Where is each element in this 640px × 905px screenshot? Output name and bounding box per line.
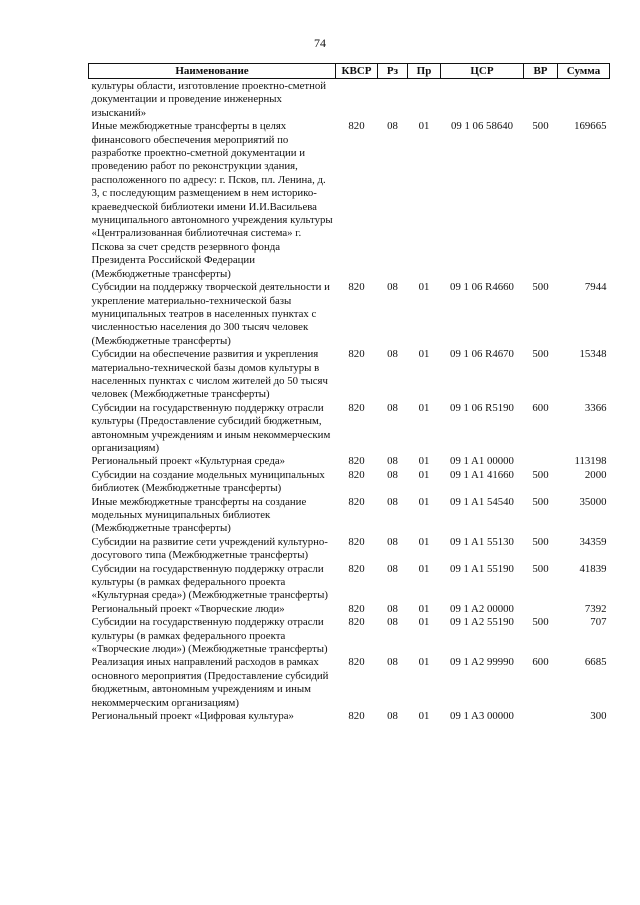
header-kvsr: КВСР xyxy=(336,64,378,79)
budget-table xyxy=(88,63,610,724)
cell-vr: 500 xyxy=(532,348,549,361)
cell-kvsr: 820 xyxy=(348,495,365,508)
cell-kvsr: 820 xyxy=(348,120,365,133)
cell-name: Региональный проект «Культурная среда» xyxy=(91,455,286,468)
cell-sum: 113198 xyxy=(574,455,607,468)
table-row xyxy=(89,402,610,456)
header-vr: ВР xyxy=(524,64,558,79)
header-pr: Пр xyxy=(408,64,441,79)
cell-pr: 01 xyxy=(418,535,430,548)
cell-pr: 01 xyxy=(418,455,430,468)
cell-csr xyxy=(441,79,524,121)
cell-rz: 08 xyxy=(387,616,398,629)
cell-vr: 500 xyxy=(532,468,549,481)
cell-csr: 09 1 A2 55190 xyxy=(450,616,514,629)
cell-vr xyxy=(524,603,558,616)
cell-vr: 500 xyxy=(532,281,549,294)
cell-pr: 01 xyxy=(418,120,430,133)
cell-vr xyxy=(524,79,558,121)
cell-pr: 01 xyxy=(418,562,430,575)
cell-pr: 01 xyxy=(418,602,430,615)
header-csr: ЦСР xyxy=(441,64,524,79)
cell-csr: 09 1 06 R4670 xyxy=(450,348,514,361)
table-row xyxy=(89,563,610,603)
cell-rz: 08 xyxy=(387,401,398,414)
cell-kvsr: 820 xyxy=(348,348,365,361)
cell-name: Субсидии на государственную поддержку отрасли культуры (Предоставление субсидий бюджетным, автономным учреждениям и иным некоммерческим организациям) xyxy=(91,401,331,454)
cell-kvsr xyxy=(336,79,378,121)
cell-name: Иные межбюджетные трансферты в целях финансового обеспечения мероприятий по разработке проектно-сметной документации и проведению работ по реконструкции здания, расположенного по адресу: г. Псков, пл. Ленина, д. 3, с последующим размещением в нем историко-краеведческой библиотеки имени И.И.Васильева муниципального автономного учреждения культуры «Централизованная библиотечная система» г. Пскова за счет средств резервного фонда Президента Российской Федерации (Межбюджетные трансферты) xyxy=(91,120,333,280)
cell-sum: 41839 xyxy=(579,562,607,575)
cell-vr: 500 xyxy=(532,562,549,575)
header-rz: Рз xyxy=(378,64,408,79)
cell-rz: 08 xyxy=(387,535,398,548)
cell-csr: 09 1 A1 41660 xyxy=(450,468,514,481)
cell-sum: 7944 xyxy=(584,281,607,294)
cell-csr: 09 1 06 R5190 xyxy=(450,401,514,414)
cell-name: Субсидии на поддержку творческой деятельности и укрепление материально-технической базы муниципальных театров в населенных пунктах с численностью населения до 300 тысяч человек (Межбюджетные трансферты) xyxy=(91,281,330,347)
cell-vr: 600 xyxy=(532,656,549,669)
cell-sum: 35000 xyxy=(579,495,607,508)
table-row xyxy=(89,281,610,348)
page-number: 74 xyxy=(314,36,326,50)
cell-rz: 08 xyxy=(387,602,398,615)
cell-pr xyxy=(408,79,441,121)
cell-pr: 01 xyxy=(418,468,430,481)
cell-rz: 08 xyxy=(387,710,398,723)
cell-rz xyxy=(378,79,408,121)
cell-sum: 707 xyxy=(590,616,607,629)
cell-sum: 169665 xyxy=(574,120,607,133)
cell-rz: 08 xyxy=(387,348,398,361)
cell-pr: 01 xyxy=(418,710,430,723)
cell-sum: 34359 xyxy=(579,535,607,548)
cell-vr: 500 xyxy=(532,616,549,629)
cell-pr: 01 xyxy=(418,401,430,414)
cell-name: Субсидии на развитие сети учреждений культурно-досугового типа (Межбюджетные трансферты) xyxy=(91,535,328,562)
table-body xyxy=(89,79,610,724)
cell-name: Субсидии на государственную поддержку отрасли культуры (в рамках федерального проекта «Творческие люди») (Межбюджетные трансферты) xyxy=(91,616,328,656)
table-row xyxy=(89,536,610,563)
cell-pr: 01 xyxy=(418,656,430,669)
cell-vr: 500 xyxy=(532,495,549,508)
cell-csr: 09 1 A1 00000 xyxy=(450,455,514,468)
cell-kvsr: 820 xyxy=(348,401,365,414)
cell-vr: 500 xyxy=(532,535,549,548)
cell-rz: 08 xyxy=(387,455,398,468)
cell-sum: 6685 xyxy=(584,656,607,669)
table-row xyxy=(89,496,610,536)
cell-kvsr: 820 xyxy=(348,455,365,468)
cell-csr: 09 1 A1 55130 xyxy=(450,535,514,548)
cell-name: Региональный проект «Творческие люди» xyxy=(91,602,285,615)
cell-pr: 01 xyxy=(418,616,430,629)
cell-rz: 08 xyxy=(387,281,398,294)
table-row xyxy=(89,616,610,656)
cell-rz: 08 xyxy=(387,120,398,133)
cell-kvsr: 820 xyxy=(348,656,365,669)
cell-kvsr: 820 xyxy=(348,281,365,294)
cell-sum: 300 xyxy=(590,710,607,723)
cell-csr: 09 1 A2 99990 xyxy=(450,656,514,669)
cell-pr: 01 xyxy=(418,495,430,508)
cell-vr: 600 xyxy=(532,401,549,414)
cell-rz: 08 xyxy=(387,495,398,508)
cell-kvsr: 820 xyxy=(348,710,365,723)
cell-sum: 3366 xyxy=(584,401,607,414)
cell-name: Реализация иных направлений расходов в рамках основного мероприятия (Предоставление субсидий бюджетным, автономным учреждениям и иным некоммерческим организациям) xyxy=(91,656,329,709)
table-row xyxy=(89,79,610,121)
table-header xyxy=(89,64,610,79)
cell-name: Региональный проект «Цифровая культура» xyxy=(91,710,294,723)
header-row xyxy=(89,64,610,79)
cell-rz: 08 xyxy=(387,468,398,481)
cell-kvsr: 820 xyxy=(348,602,365,615)
cell-vr xyxy=(524,455,558,468)
cell-kvsr: 820 xyxy=(348,468,365,481)
cell-csr: 09 1 A1 55190 xyxy=(450,562,514,575)
table-row xyxy=(89,603,610,616)
cell-csr: 09 1 A2 00000 xyxy=(450,602,514,615)
table-row xyxy=(89,455,610,468)
cell-rz: 08 xyxy=(387,656,398,669)
cell-kvsr: 820 xyxy=(348,535,365,548)
cell-sum: 2000 xyxy=(584,468,607,481)
cell-csr: 09 1 06 R4660 xyxy=(450,281,514,294)
cell-sum: 7392 xyxy=(584,602,607,615)
cell-rz: 08 xyxy=(387,562,398,575)
cell-vr xyxy=(524,710,558,723)
table-row xyxy=(89,469,610,496)
cell-name: Субсидии на обеспечение развития и укрепления материально-технической базы домов культуры в населенных пунктах с числом жителей до 50 тысяч человек (Межбюджетные трансферты) xyxy=(91,348,328,401)
cell-pr: 01 xyxy=(418,348,430,361)
table-row xyxy=(89,120,610,281)
cell-csr: 09 1 A3 00000 xyxy=(450,710,514,723)
cell-kvsr: 820 xyxy=(348,562,365,575)
cell-name: Иные межбюджетные трансферты на создание модельных муниципальных библиотек (Межбюджетные трансферты) xyxy=(91,495,307,535)
cell-name: Субсидии на создание модельных муниципальных библиотек (Межбюджетные трансферты) xyxy=(91,468,325,495)
cell-sum: 15348 xyxy=(579,348,607,361)
cell-pr: 01 xyxy=(418,281,430,294)
cell-sum xyxy=(558,79,610,121)
cell-name: культуры области, изготовление проектно-сметной документации и проведение инженерных изысканий» xyxy=(91,80,327,119)
table-row xyxy=(89,656,610,710)
cell-csr: 09 1 A1 54540 xyxy=(450,495,514,508)
cell-kvsr: 820 xyxy=(348,616,365,629)
header-name: Наименование xyxy=(89,64,336,79)
table-row xyxy=(89,348,610,402)
header-sum: Сумма xyxy=(558,64,610,79)
cell-csr: 09 1 06 58640 xyxy=(450,120,514,133)
cell-vr: 500 xyxy=(532,120,549,133)
table-row xyxy=(89,710,610,723)
cell-name: Субсидии на государственную поддержку отрасли культуры (в рамках федерального проекта «Культурная среда») (Межбюджетные трансферты) xyxy=(91,562,328,602)
